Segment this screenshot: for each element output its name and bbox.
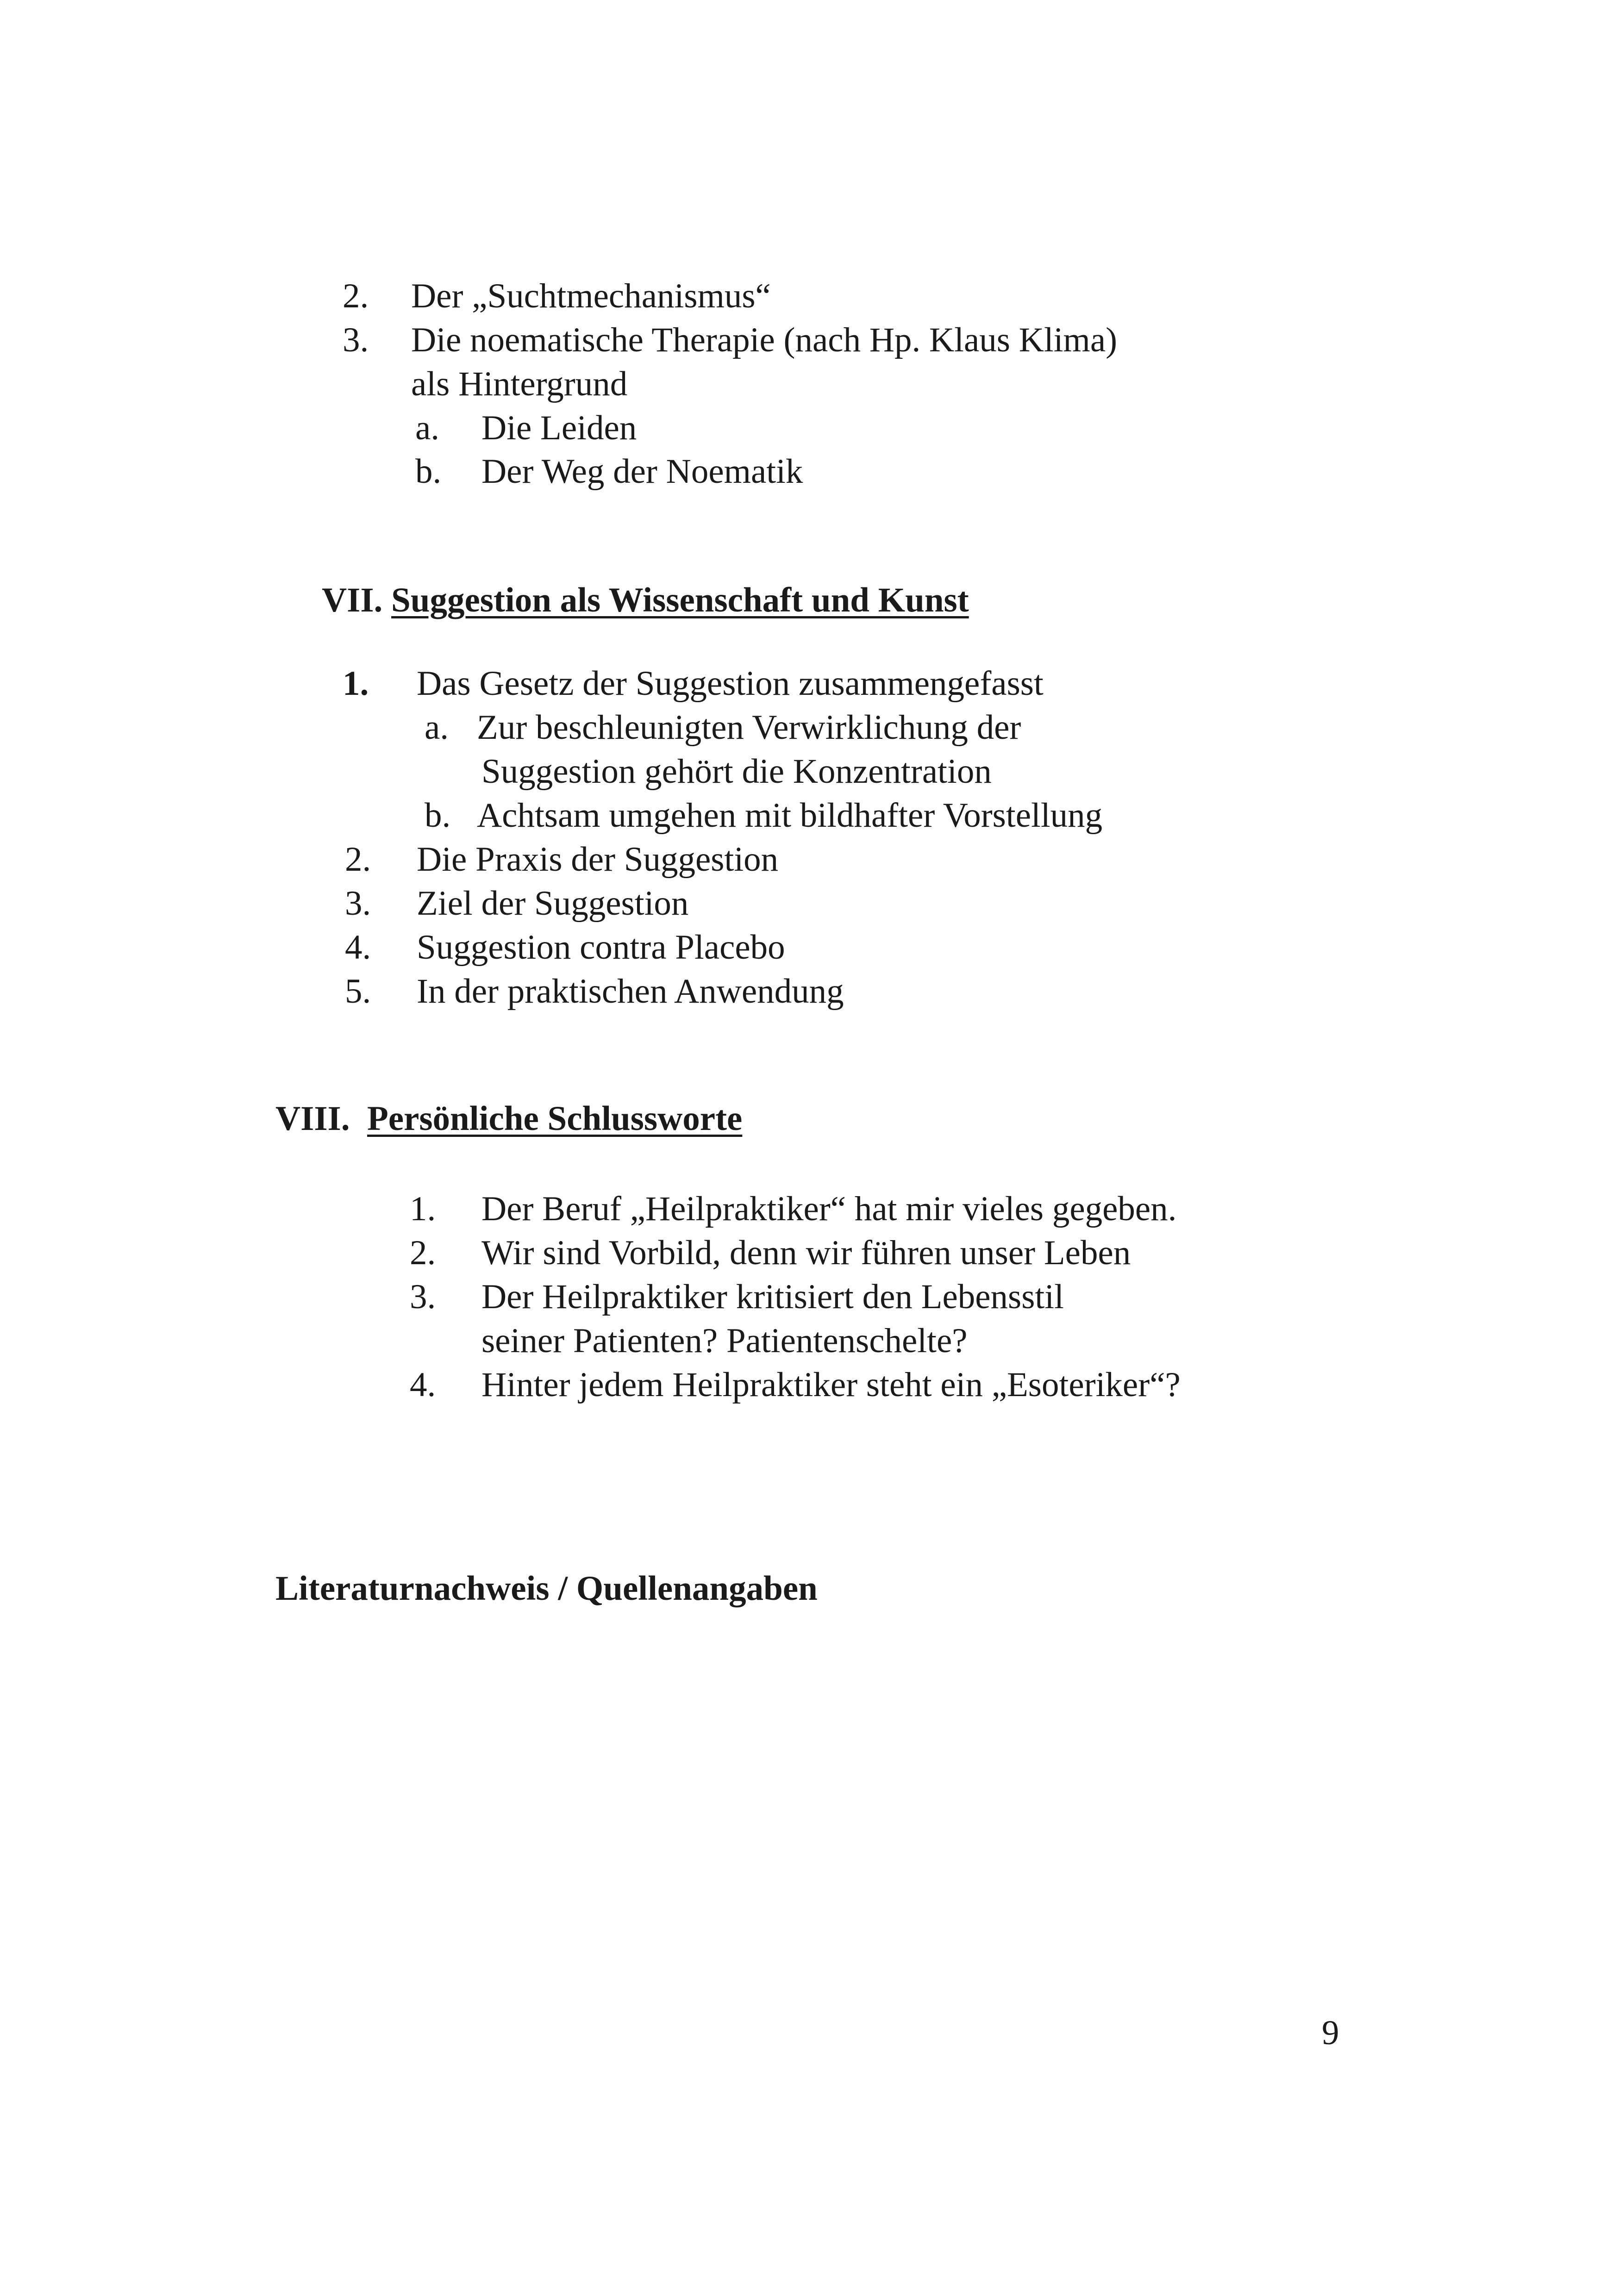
section-title: Suggestion als Wissenschaft und Kunst [391, 581, 969, 619]
list-item-text: Der Heilpraktiker kritisiert den Lebensstil [481, 1278, 1064, 1316]
list-item-number: 3. [345, 884, 371, 923]
list-item-number: 4. [345, 928, 371, 967]
sub-item-letter: a. [425, 708, 449, 747]
list-item-text: Ziel der Suggestion [417, 884, 689, 923]
sub-item-text: Die Leiden [481, 409, 637, 447]
list-item-text: Die noematische Therapie (nach Hp. Klaus Klima) [411, 321, 1118, 359]
list-item-number: 4. [410, 1366, 436, 1404]
list-item-number: 3. [343, 321, 369, 359]
list-item-text: Suggestion contra Placebo [417, 928, 785, 967]
list-item-text: Die Praxis der Suggestion [417, 840, 779, 879]
list-item-text: Das Gesetz der Suggestion zusammengefasst [417, 664, 1044, 703]
section-heading [322, 579, 969, 622]
list-item-text: In der praktischen Anwendung [417, 972, 844, 1011]
sub-item-text: Achtsam umgehen mit bildhafter Vorstellung [477, 796, 1103, 835]
list-item-number: 2. [343, 277, 369, 315]
sub-item-letter: b. [425, 796, 451, 835]
section-numeral: VIII. [275, 1099, 350, 1138]
sub-item-continuation: Suggestion gehört die Konzentration [481, 752, 992, 791]
section-title: Persönliche Schlussworte [367, 1099, 743, 1138]
sub-item-text: Der Weg der Noematik [481, 452, 803, 491]
list-item-number: 5. [345, 972, 371, 1011]
list-item-number: 1. [410, 1190, 436, 1228]
sub-item-letter: a. [415, 409, 440, 447]
section-numeral: VII. [322, 581, 383, 619]
list-item-continuation: als Hintergrund [411, 365, 628, 403]
list-item-text: Wir sind Vorbild, denn wir führen unser Leben [481, 1234, 1131, 1272]
list-item-text: Der Beruf „Heilpraktiker“ hat mir vieles gegeben. [481, 1190, 1177, 1228]
list-item-continuation: seiner Patienten? Patientenschelte? [481, 1322, 968, 1360]
sub-item-letter: b. [415, 452, 442, 491]
list-item-text: Der „Suchtmechanismus“ [411, 277, 771, 315]
section-heading [275, 1097, 742, 1141]
list-item-number: 3. [410, 1278, 436, 1316]
list-item-number: 1. [343, 664, 369, 703]
literature-heading: Literaturnachweis / Quellenangaben [275, 1569, 818, 1608]
sub-item-text: Zur beschleunigten Verwirklichung der [477, 708, 1021, 747]
list-item-number: 2. [345, 840, 371, 879]
list-item-text: Hinter jedem Heilpraktiker steht ein „Esoteriker“? [481, 1366, 1181, 1404]
list-item-number: 2. [410, 1234, 436, 1272]
page-number: 9 [1322, 2014, 1339, 2052]
